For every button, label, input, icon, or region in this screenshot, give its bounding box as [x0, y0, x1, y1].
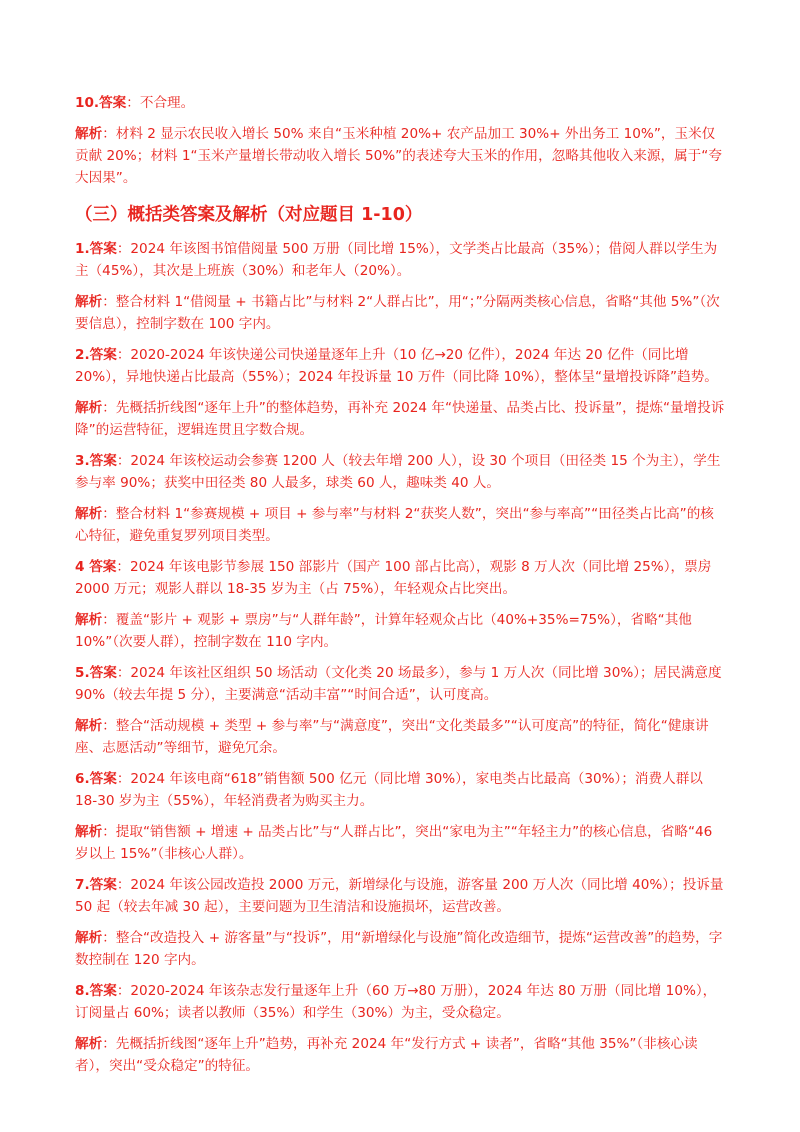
- analysis-paragraph-q4: [75, 609, 725, 653]
- answer-text: 2024 年该电影节参展 150 部影片（国产 100 部占比高），观影 8 万人次（同比增 25%），票房 2000 万元；观影人群以 18-35 岁为主（占 75%），年轻观众占比突出。: [75, 559, 712, 597]
- answer-text: 2024 年该社区组织 50 场活动（文化类 20 场最多），参与 1 万人次（同比增 30%）；居民满意度 90%（较去年提 5 分），主要满意“活动丰富”“时间合适”，认可度高。: [75, 665, 722, 703]
- analysis-text: 提取“销售额 + 增速 + 品类占比”与“人群占比”，突出“家电为主”“年轻主力”的核心信息，省略“46 岁以上 15%”（非核心人群）。: [75, 824, 713, 862]
- answer-paragraph-q10: [75, 92, 725, 114]
- label-separator: ：: [102, 294, 116, 310]
- answer-text: 2024 年该电商“618”销售额 500 亿元（同比增 30%），家电类占比最高（30%）；消费人群以 18-30 岁为主（55%），年轻消费者为购买主力。: [75, 771, 703, 809]
- label-separator: ：: [102, 506, 116, 522]
- analysis-paragraph-q6: [75, 821, 725, 865]
- analysis-text: 整合材料 1“借阅量 + 书籍占比”与材料 2“人群占比”，用“；”分隔两类核心信息，省略“其他 5%”（次要信息），控制字数在 100 字内。: [75, 294, 720, 332]
- label-separator: ：: [102, 400, 116, 416]
- label-separator: ：: [102, 1036, 116, 1052]
- analysis-text: 整合“活动规模 + 类型 + 参与率”与“满意度”，突出“文化类最多”“认可度高”的特征，简化“健康讲座、志愿活动”等细节，避免冗余。: [75, 718, 709, 756]
- answer-text: 2020-2024 年该杂志发行量逐年上升（60 万→80 万册），2024 年达 80 万册（同比增 10%），订阅量占 60%；读者以教师（35%）和学生（30%）为主，受众稳定。: [75, 983, 717, 1021]
- label-separator: ：: [102, 718, 116, 734]
- analysis-label: 解析: [75, 930, 103, 946]
- label-separator: ：: [116, 983, 131, 999]
- label-separator: ：: [102, 126, 116, 142]
- analysis-label: 解析: [75, 294, 103, 310]
- answer-label: 5.答案: [75, 665, 117, 681]
- analysis-label: 解析: [75, 718, 103, 734]
- analysis-text: 整合“改造投入 + 游客量”与“投诉”，用“新增绿化与设施”简化改造细节，提炼“运营改善”的趋势，字数控制在 120 字内。: [75, 930, 723, 968]
- analysis-text: 覆盖“影片 + 观影 + 票房”与“人群年龄”，计算年轻观众占比（40%+35%=75%），省略“其他 10%”（次要人群），控制字数在 110 字内。: [75, 612, 692, 650]
- analysis-paragraph-q8: [75, 1033, 725, 1077]
- answer-paragraph-q4: [75, 556, 725, 600]
- answer-paragraph-q2: [75, 344, 725, 388]
- answer-paragraph-q1: [75, 238, 725, 282]
- document-content: [75, 92, 725, 1086]
- section-heading: （三）概括类答案及解析（对应题目 1-10）: [75, 205, 423, 225]
- analysis-text: 先概括折线图“逐年上升”趋势，再补充 2024 年“发行方式 + 读者”，省略“其他 35%”（非核心读者），突出“受众稳定”的特征。: [75, 1036, 698, 1074]
- answer-label: 3.答案: [75, 453, 117, 469]
- analysis-text: 先概括折线图“逐年上升”的整体趋势，再补充 2024 年“快递量、品类占比、投诉量”，提炼“量增投诉降”的运营特征，逻辑连贯且字数合规。: [75, 400, 725, 438]
- answer-text: 2024 年该校运动会参赛 1200 人（较去年增 200 人），设 30 个项目（田径类 15 个为主），学生参与率 90%；获奖中田径类 80 人最多，球类 60 人，趣味类 40 人。: [75, 453, 721, 491]
- answer-label: 6.答案: [75, 771, 117, 787]
- answer-label: 1.答案: [75, 241, 117, 257]
- analysis-label: 解析: [75, 824, 103, 840]
- analysis-paragraph-q5: [75, 715, 725, 759]
- label-separator: ：: [116, 241, 131, 257]
- analysis-text: 整合材料 1“参赛规模 + 项目 + 参与率”与材料 2“获奖人数”，突出“参与率高”“田径类占比高”的核心特征，避免重复罗列项目类型。: [75, 506, 714, 544]
- answer-text: 2020-2024 年该快递公司快递量逐年上升（10 亿→20 亿件），2024 年达 20 亿件（同比增 20%），异地快递占比最高（55%）；2024 年投诉量 10 万件（同比降 10%），整体呈“量增投诉降”趋势。: [75, 347, 718, 385]
- answer-label: 4 答案: [75, 559, 117, 575]
- analysis-label: 解析: [75, 506, 103, 522]
- analysis-label: 解析: [75, 400, 103, 416]
- label-separator: ：: [102, 824, 116, 840]
- analysis-paragraph-q7: [75, 927, 725, 971]
- label-separator: ：: [116, 453, 131, 469]
- label-separator: ：: [102, 612, 116, 628]
- answer-paragraph-q5: [75, 662, 725, 706]
- analysis-paragraph-q10: [75, 123, 725, 189]
- analysis-paragraph-q3: [75, 503, 725, 547]
- answer-paragraph-q7: [75, 874, 725, 918]
- answer-label: 10.答案: [75, 95, 127, 111]
- analysis-label: 解析: [75, 1036, 103, 1052]
- answer-label: 8.答案: [75, 983, 117, 999]
- answer-label: 2.答案: [75, 347, 117, 363]
- label-separator: ：: [102, 930, 116, 946]
- answer-paragraph-q8: [75, 980, 725, 1024]
- label-separator: ：: [116, 559, 130, 575]
- analysis-paragraph-q2: [75, 397, 725, 441]
- label-separator: ：: [116, 771, 131, 787]
- label-separator: ：: [116, 665, 131, 681]
- analysis-paragraph-q1: [75, 291, 725, 335]
- label-separator: ：: [116, 347, 131, 363]
- answer-text: 2024 年该图书馆借阅量 500 万册（同比增 15%），文学类占比最高（35%）；借阅人群以学生为主（45%），其次是上班族（30%）和老年人（20%）。: [75, 241, 718, 279]
- answer-text: 不合理。: [139, 95, 195, 111]
- analysis-label: 解析: [75, 612, 103, 628]
- answer-paragraph-q6: [75, 768, 725, 812]
- answer-text: 2024 年该公园改造投 2000 万元，新增绿化与设施，游客量 200 万人次（同比增 40%）；投诉量 50 起（较去年减 30 起），主要问题为卫生清洁和设施损坏，运营改善。: [75, 877, 724, 915]
- analysis-label: 解析: [75, 126, 103, 142]
- label-separator: ：: [116, 877, 131, 893]
- answer-label: 7.答案: [75, 877, 117, 893]
- analysis-text: 材料 2 显示农民收入增长 50% 来自“玉米种植 20%+ 农产品加工 30%+ 外出务工 10%”，玉米仅贡献 20%；材料 1“玉米产量增长带动收入增长 50%”的表述夸大玉米的作用，忽略其他收入来源，属于“夸大因果”。: [75, 126, 722, 186]
- label-separator: ：: [126, 95, 140, 111]
- answer-paragraph-q3: [75, 450, 725, 494]
